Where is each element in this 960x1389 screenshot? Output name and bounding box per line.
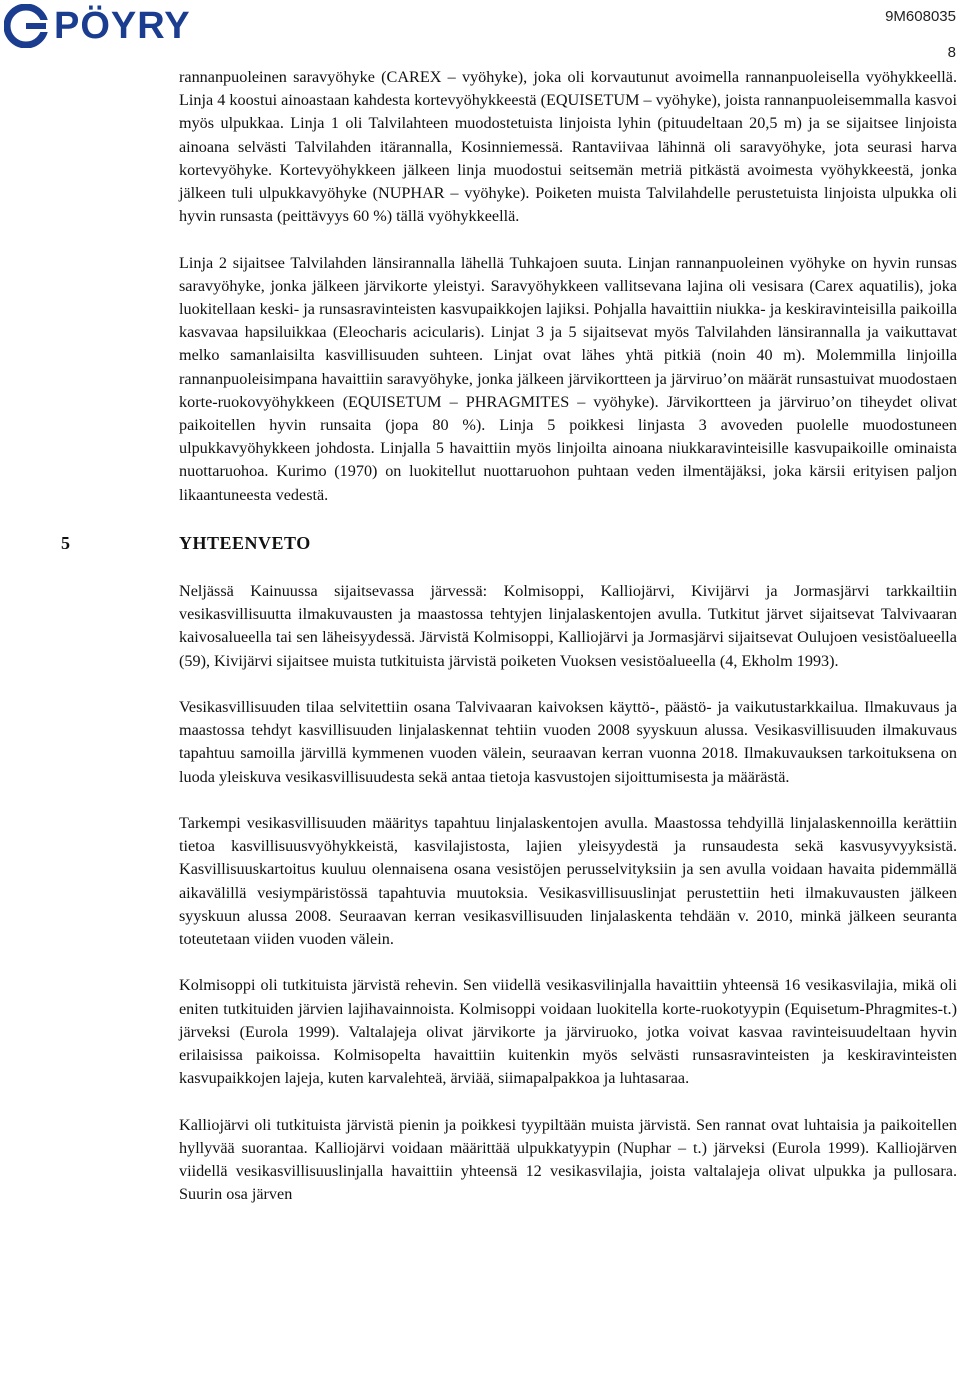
paragraph: rannanpuoleinen saravyöhyke (CAREX – vyöhyke), joka oli korvautunut avoimella rannanpuoleisella vyöhykkeellä. Linja 4 koostui ainoastaan kahdesta kortevyöhykkeestä (EQUISETUM – vyöhyke), joista rannanpuoleisemmalla kasvoi myös ulpukkaa. Linja 1 oli Talvilahteen muodostetuista linjoista lyhin (pituudeltaan 20,5 m) ja se sijaitsee linjoista ainoana selvästi Talvilahden itärannalla, Kosinniemessä. Rantaviivaa lähinnä oli saravyöhyke, jota seurasi harva kortevyöhyke. Kortevyöhykkeen jälkeen linja muodostui seitsemän metriä pitkästä avoimesta vyöhykkeestä, jonka jälkeen tuli ulpukkavyöhyke (NUPHAR – vyöhyke). Poiketen muista Talvilahdelle perustetuista linjoista ulpukka oli hyvin runsasta (peittävyys 60 %) tällä vyöhykkeellä. (179, 68, 957, 226)
document-code: 9M608035 (885, 8, 956, 25)
section-title: YHTEENVETO (179, 533, 311, 554)
poyry-emblem-icon (4, 4, 50, 48)
paragraph: Linja 2 sijaitsee Talvilahden länsirannalla lähellä Tuhkajoen suuta. Linjan rannanpuoleinen vyöhyke on hyvin runsas saravyöhyke, jonka jälkeen järvikorte yleistyi. Saravyöhykkeen vallitsevana lajina oli vesisara (Carex aquatilis), joka luokitellaan keski- ja runsasravinteisten kasvupaikkojen lajiksi. Pohjalla havaittiin niukka- ja keskiravinteisilla paikoilla kasvavaa hapsiluikkaa (Eleocharis acicularis). Linjat 3 ja 5 sijaitsevat myös Talvilahden länsirannalla ja vaikuttavat melko samanlaisilta kasvillisuuden suhteen. Linjat ovat lähes yhtä pitkiä (noin 40 m). Molemmilla linjoilla rannanpuoleisimpana havaittiin saravyöhyke, jonka jälkeen järvikortteen ja järviruo’on määrät runsastuivat muodostaen korte-ruokovyöhykkeen (EQUISETUM – PHRAGMITES – vyöhyke). Järvikortteen ja järviruo’on tiheydet olivat paikoitellen hyvin runsaita (jopa 80 %). Linja 5 poikkesi linjasta 3 avoveden puolelle muodostuneen ulpukkavyöhykkeen johdosta. Linjalla 5 havaittiin myös linjoilta ainoana niukkaravinteisille kasvupaikoille ominaista nuottaruohoa. Kurimo (1970) on luokitellut nuottaruohon puhtaan veden ilmentäjäksi, joka kärsii erityisen paljon likaantuneesta vedestä. (179, 253, 957, 504)
section-heading (61, 530, 957, 556)
paragraph: Tarkempi vesikasvillisuuden määritys tapahtuu linjalaskentojen avulla. Maastossa tehdyillä linjalaskennoilla kerättiin tietoa kasvillisuusvyöhykkeistä, kasvilajistosta, lajien yleisyydestä ja runsaudesta sekä kasvusyvyyksistä. Kasvillisuuskartoitus kuuluu olennaisena osana vesistöjen perusselvityksiin ja sen avulla voidaan havaita pidemmällä aikavälillä vesiympäristössä tapahtuvia muutoksia. Vesikasvillisuuslinjat perustettiin heti ilmakuvausten jälkeen syyskuun alussa 2008. Seuraavan kerran vesikasvillisuuden linjalaskenta tehdään v. 2010, minkä jälkeen seuranta toteutetaan viiden vuoden välein. (179, 814, 957, 949)
page-header (0, 0, 960, 61)
paragraph: Kolmisoppi oli tutkituista järvistä rehevin. Sen viidellä vesikasvilinjalla havaittiin yhteensä 16 vesikasvilajia, mikä oli eniten tutkituiden järvien lajihavainnoista. Kolmisoppi voidaan luokitella korte-ruokotyypin (Equisetum-Phragmites-t.) järveksi (Eurola 1999). Valtalajeja olivat järvikorte ja järviruoko, jotka voivat kasvaa ravinteisuudeltaan hyvin erilaisissa paikoissa. Kolmisopelta havaittiin kuitenkin myös selvästi runsasravinteisten ja keskiravinteisten kasvupaikkojen lajeja, kuten karvalehteä, ärviää, siimapalpakkoa ja luhtasaraa. (179, 976, 957, 1088)
paragraph: Kalliojärvi oli tutkituista järvistä pienin ja poikkesi tyypiltään muista järvistä. Sen rannat ovat luhtaisia ja paikoitellen hyllyvää suorantaa. Kalliojärvi voidaan määrittää ulpukkatyypin (Nuphar – t.) järveksi (Eurola 1999). Kalliojärven viidellä vesikasvillisuuslinjalla havaittiin yhteensä 12 vesikasvilajia, joista valtalajeja olivat ulpukka ja pullosara. Suurin osa järven (179, 1115, 957, 1204)
logo-text: PÖYRY (54, 5, 191, 47)
document-body (61, 66, 957, 1230)
company-logo (4, 4, 191, 48)
page-number: 8 (947, 44, 956, 61)
section-number: 5 (61, 533, 71, 554)
paragraph: Vesikasvillisuuden tilaa selvitettiin osana Talvivaaran kaivoksen käyttö-, päästö- ja vaikutustarkkailua. Ilmakuvaus ja maastossa tehdyt kasvillisuuden linjalaskennat tehtiin vuoden 2008 syyskuun alussa. Vesikasvillisuuden ilmakuvaus tapahtuu samoilla järvillä kymmenen vuoden välein, seuraavan kerran vuonna 2018. Ilmakuvauksen tarkoituksena on luoda yleiskuva vesikasvillisuudesta sekä antaa tietoja kasvustojen sijoittumisesta ja määrästä. (179, 698, 957, 786)
paragraph: Neljässä Kainuussa sijaitsevassa järvessä: Kolmisoppi, Kalliojärvi, Kivijärvi ja Jormasjärvi tarkkailtiin vesikasvillisuutta ilmakuvausten ja maastossa tehtyjen linjalaskentojen avulla. Tutkitut järvet sijaitsevat Talvivaaran kaivosalueella tai sen läheisyydessä. Järvistä Kolmisoppi, Kalliojärvi ja Jormasjärvi sijaitsevat Oulujoen vesistöalueella (59), Kivijärvi sijaitsee muista tutkituista järvistä poiketen Vuoksen vesistöalueella (4, Ekholm 1993). (179, 582, 957, 670)
